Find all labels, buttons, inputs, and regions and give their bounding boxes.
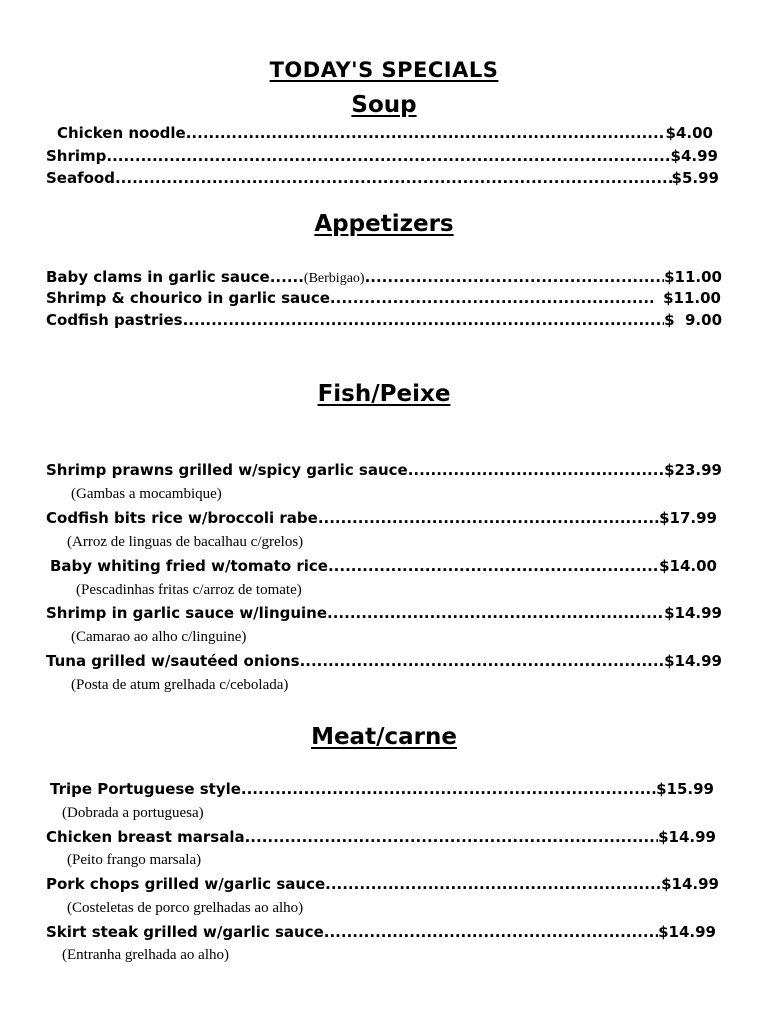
item-portuguese-name: (Peito frango marsala) bbox=[67, 852, 202, 868]
item-portuguese-name: (Pescadinhas fritas c/arroz de tomate) bbox=[76, 582, 302, 598]
item-portuguese-name: (Posta de atum grelhada c/cebolada) bbox=[71, 677, 289, 693]
menu-item-row bbox=[46, 925, 716, 940]
item-price: $17.99 bbox=[659, 509, 717, 527]
item-price: $4.00 bbox=[665, 124, 713, 142]
item-portuguese-name: (Dobrada a portuguesa) bbox=[62, 805, 204, 821]
dot-leader bbox=[106, 149, 670, 164]
menu-item-row bbox=[46, 463, 722, 478]
dot-leader bbox=[325, 877, 661, 892]
item-price: $14.99 bbox=[658, 828, 716, 846]
dot-leader bbox=[408, 463, 664, 478]
menu-item-row bbox=[46, 511, 717, 526]
menu-item-row bbox=[46, 877, 719, 892]
menu-item-row bbox=[46, 291, 721, 306]
item-name: Chicken breast marsala bbox=[46, 828, 245, 846]
menu-item-row bbox=[50, 559, 717, 574]
item-price: $4.99 bbox=[670, 147, 718, 165]
item-name: Tripe Portuguese style bbox=[50, 780, 241, 798]
item-name: Shrimp in garlic sauce w/linguine bbox=[46, 604, 328, 622]
item-name: Seafood bbox=[46, 169, 115, 187]
menu-item-row bbox=[50, 782, 714, 797]
item-price: $11.00 bbox=[664, 268, 722, 286]
item-portuguese-name: (Entranha grelhada ao alho) bbox=[62, 947, 229, 963]
item-price: $11.00 bbox=[663, 289, 721, 307]
menu-item-row bbox=[46, 830, 716, 845]
dot-leader bbox=[365, 270, 665, 285]
section-heading-appetizers: Appetizers bbox=[314, 211, 454, 237]
item-price: $14.99 bbox=[664, 652, 722, 670]
item-name-dots: ...... bbox=[269, 268, 304, 286]
menu-item-row bbox=[46, 313, 722, 328]
item-name: Codfish pastries bbox=[46, 311, 183, 329]
section-heading-fish: Fish/Peixe bbox=[317, 381, 451, 407]
item-name: Tuna grilled w/sautéed onions bbox=[46, 652, 300, 670]
section-heading-meat: Meat/carne bbox=[311, 724, 457, 750]
menu-item-row bbox=[46, 149, 718, 164]
dot-leader bbox=[241, 782, 656, 797]
dot-leader bbox=[318, 511, 659, 526]
dot-leader bbox=[300, 654, 665, 669]
item-price: $5.99 bbox=[671, 169, 719, 187]
item-portuguese-name: (Gambas a mocambique) bbox=[71, 486, 222, 502]
menu-item-row bbox=[46, 171, 719, 186]
item-portuguese-name: (Arroz de linguas de bacalhau c/grelos) bbox=[67, 534, 304, 550]
item-price: $14.99 bbox=[664, 604, 722, 622]
dot-leader bbox=[328, 559, 659, 574]
page-title: TODAY'S SPECIALS bbox=[269, 58, 499, 82]
dot-leader bbox=[324, 925, 658, 940]
dot-leader bbox=[115, 171, 672, 186]
menu-item-row bbox=[46, 654, 722, 669]
item-price: $14.99 bbox=[661, 875, 719, 893]
dot-leader bbox=[186, 126, 666, 141]
item-name: Baby clams in garlic sauce bbox=[46, 268, 270, 286]
item-portuguese-note: (Berbigao) bbox=[303, 271, 365, 286]
item-name: Baby whiting fried w/tomato rice bbox=[50, 557, 328, 575]
item-name: Shrimp & chourico in garlic sauce bbox=[46, 289, 330, 307]
item-price: $14.99 bbox=[658, 923, 716, 941]
item-price: $ 9.00 bbox=[664, 311, 722, 329]
item-portuguese-name: (Costeletas de porco grelhadas ao alho) bbox=[67, 900, 304, 916]
item-name: Skirt steak grilled w/garlic sauce bbox=[46, 923, 324, 941]
item-name: Pork chops grilled w/garlic sauce bbox=[46, 875, 326, 893]
item-name: Shrimp prawns grilled w/spicy garlic sauce bbox=[46, 461, 408, 479]
menu-item-row bbox=[57, 126, 713, 141]
menu-item-row bbox=[46, 606, 722, 621]
item-price: $23.99 bbox=[664, 461, 722, 479]
item-name: Codfish bits rice w/broccoli rabe bbox=[46, 509, 318, 527]
section-heading-soup: Soup bbox=[351, 92, 417, 118]
item-portuguese-name: (Camarao ao alho c/linguine) bbox=[71, 629, 247, 645]
item-price: $15.99 bbox=[656, 780, 714, 798]
dot-leader bbox=[183, 313, 665, 328]
item-name: Chicken noodle bbox=[57, 124, 186, 142]
dot-leader bbox=[327, 606, 664, 621]
item-name: Shrimp bbox=[46, 147, 107, 165]
dot-leader bbox=[330, 291, 653, 306]
item-price: $14.00 bbox=[659, 557, 717, 575]
menu-item-row bbox=[46, 270, 722, 286]
dot-leader bbox=[245, 830, 659, 845]
